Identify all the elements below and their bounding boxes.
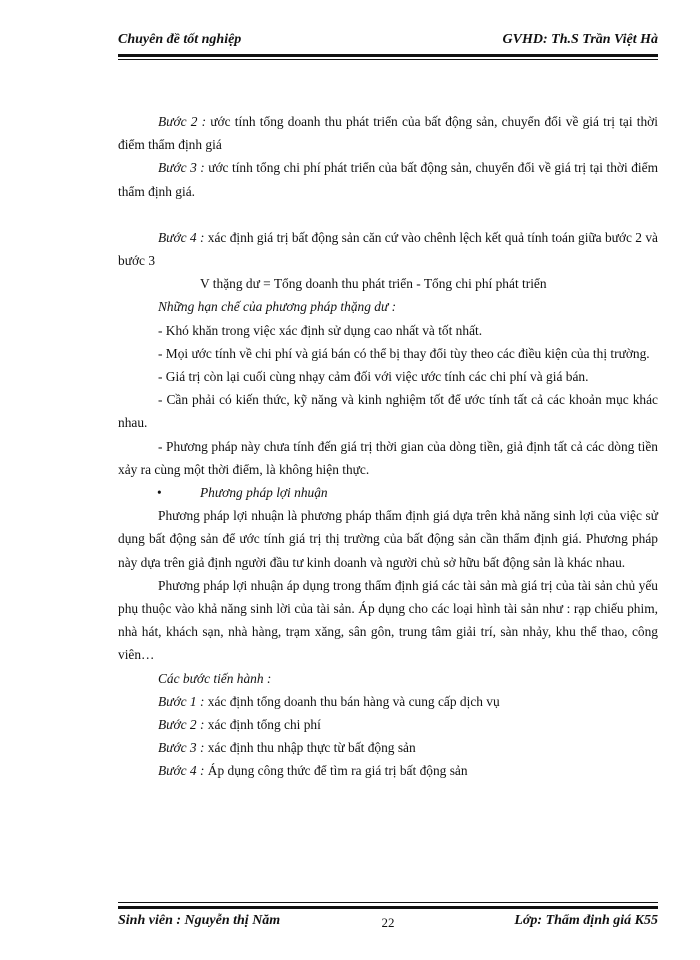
method-heading: Phương pháp lợi nhuận [200, 485, 328, 501]
procedure-step [118, 736, 658, 759]
limits-heading: Những hạn chế của phương pháp thặng dư : [158, 299, 397, 315]
step-label: Bước 2 : [158, 717, 205, 733]
document-body [118, 110, 658, 783]
page-header [118, 32, 658, 52]
page-number: 22 [381, 915, 395, 930]
step-label: Bước 3 : [158, 740, 205, 756]
profit-method-definition: Phương pháp lợi nhuận là phương pháp thẩm định giá dựa trên khả năng sinh lợi của việc sử dụng bất động sản để ước tính giá trị thị trường của bất động sản cần thẩm định giá. Phương pháp này dựa trên giả định người đầu tư kinh doanh và người chủ sở hữu bất động sản là khác nhau. [118, 508, 658, 570]
header-rule-thick [118, 54, 658, 57]
step-label: Bước 4 : [158, 229, 205, 245]
footer-rule-thin [118, 902, 658, 903]
step-text: xác định thu nhập thực từ bất động sản [204, 740, 416, 756]
spacer [158, 203, 658, 226]
limit-item: - Phương pháp này chưa tính đến giá trị thời gian của dòng tiền, giả định tất cả các dòng tiền xảy ra cùng một thời điểm, là không hiện thực. [118, 438, 658, 477]
step-text: ước tính tổng doanh thu phát triển của bất động sản, chuyển đổi về giá trị tại thời điểm thẩm định giá [118, 114, 658, 153]
residual-formula: V thặng dư = Tổng doanh thu phát triển - Tổng chi phí phát triển [200, 276, 547, 292]
step-text: ước tính tổng chi phí phát triển của bất động sản, chuyển đổi về giá trị tại thời điểm thẩm định giá. [118, 160, 658, 199]
procedure-step [118, 759, 658, 782]
footer-class: Lớp: Thẩm định giá K55 [514, 913, 658, 928]
step-text: xác định giá trị bất động sản căn cứ vào chênh lệch kết quả tính toán giữa bước 2 và bước 3 [118, 229, 658, 269]
step-4-paragraph [118, 226, 658, 272]
procedure-step [118, 690, 658, 713]
step-label: Bước 1 : [158, 693, 205, 709]
step-label: Bước 4 : [158, 763, 205, 779]
page-footer [118, 913, 658, 933]
step-2-paragraph [118, 110, 658, 156]
step-3-paragraph [118, 156, 658, 202]
step-text: Áp dụng công thức để tìm ra giá trị bất động sản [204, 763, 468, 779]
limit-item: - Cần phải có kiến thức, kỹ năng và kinh nghiệm tốt để ước tính tất cả các khoản mục khác nhau. [118, 392, 658, 431]
method-heading-line [158, 481, 658, 504]
limit-item: - Mọi ước tính về chi phí và giá bán có thể bị thay đổi tùy theo các điều kiện của thị trường. [158, 345, 650, 361]
footer-student: Sinh viên : Nguyễn thị Năm [118, 913, 281, 928]
limit-item: - Giá trị còn lại cuối cùng nhạy cảm đối với việc ước tính các chi phí và giá bán. [158, 369, 589, 385]
steps-heading: Các bước tiến hành : [158, 670, 272, 686]
bullet-icon: • [157, 485, 162, 501]
footer-rule-thick [118, 906, 658, 909]
step-label: Bước 2 : [158, 114, 207, 129]
header-topic: Chuyên đề tốt nghiệp [118, 32, 242, 47]
step-text: xác định tổng doanh thu bán hàng và cung cấp dịch vụ [204, 693, 500, 709]
header-advisor: GVHD: Th.S Trần Việt Hà [502, 32, 658, 47]
profit-method-application: Phương pháp lợi nhuận áp dụng trong thẩm định giá các tài sản mà giá trị của tài sản chủ yếu phụ thuộc vào khả năng sinh lời của tài sản. Áp dụng cho các loại hình tài sản như : rạp chiếu phim, nhà hát, khách sạn, nhà hàng, trạm xăng, sân gôn, trung tâm giải trí, sàn nhảy, khu thể thao, công viên… [118, 577, 658, 663]
limit-item: - Khó khăn trong việc xác định sử dụng cao nhất và tốt nhất. [158, 322, 483, 338]
step-label: Bước 3 : [158, 160, 205, 176]
step-text: xác định tổng chi phí [204, 717, 321, 733]
procedure-step [118, 713, 658, 736]
header-rule-thin [118, 59, 658, 60]
